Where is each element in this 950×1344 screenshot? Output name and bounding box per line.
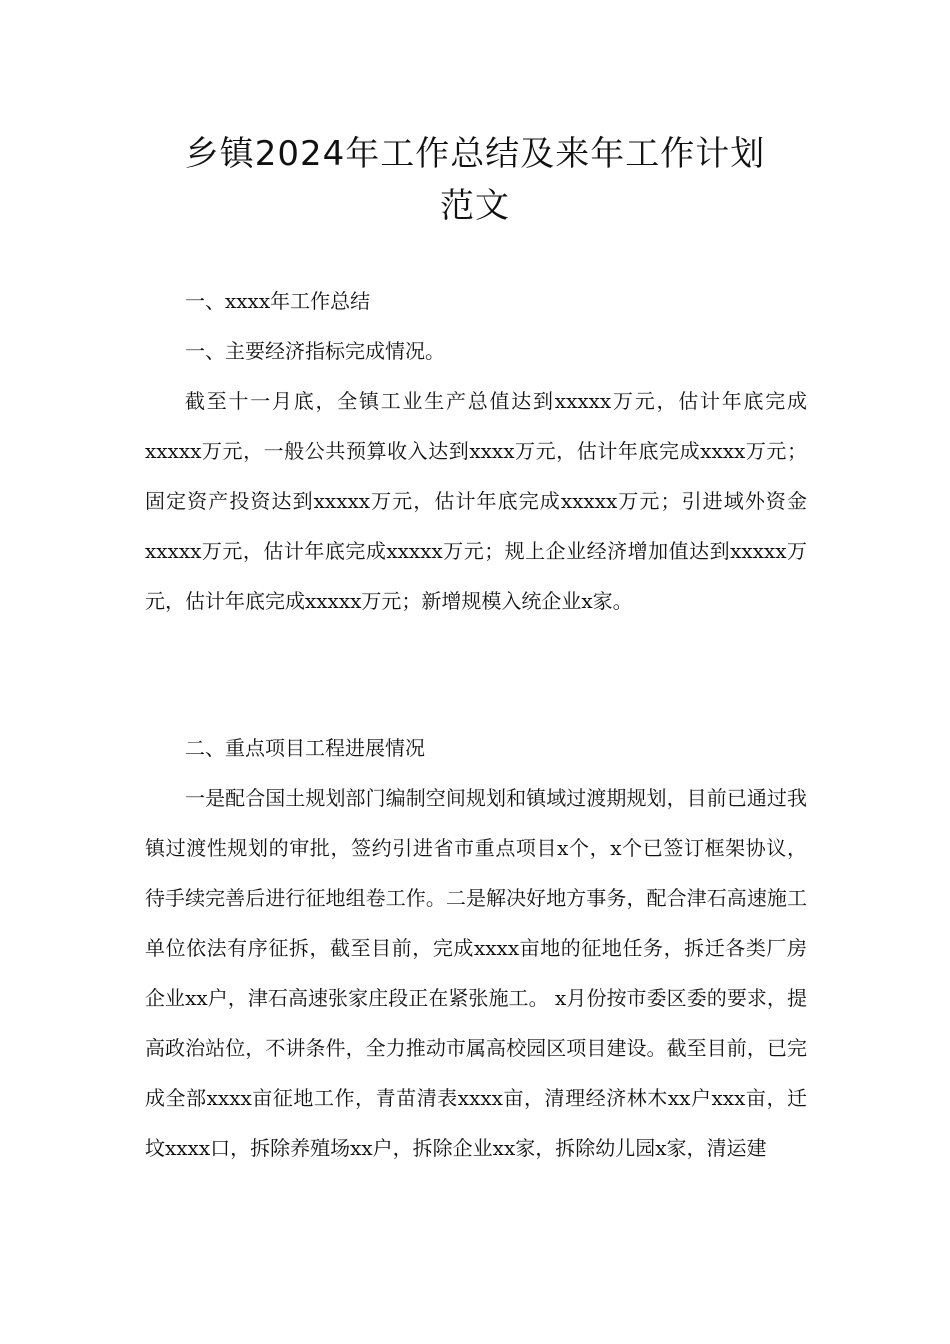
title-line-1: 乡镇2024年工作总结及来年工作计划 (184, 134, 766, 174)
subsection-heading-1: 一、主要经济指标完成情况。 (185, 339, 445, 363)
paragraph-key-projects: 一是配合国土规划部门编制空间规划和镇域过渡期规划，目前已通过我镇过渡性规划的审批，签约引进省市重点项目x个，x个已签订框架协议，待手续完善后进行征地组卷工作。二是解决好地方事务，配合津石高速施工单位依法有序征拆，截至目前，完成xxxx亩地的征地任务，拆迁各类厂房企业xx户，津石高速张家庄段正在紧张施工。 x月份按市委区委的要求，提高政治站位，不讲条件，全力推动市属高校园区项目建设。截至目前，已完成全部xxxx亩征地工作，青苗清表xxxx亩，清理经济林木xx户xxx亩，迁坟xxxx口，拆除养殖场xx户，拆除企业xx家，拆除幼儿园x家，清运建 (145, 786, 807, 1160)
title-line-2: 范文 (440, 186, 510, 226)
document-body-2 (145, 723, 807, 1173)
subsection-heading-2: 二、重点项目工程进展情况 (185, 736, 425, 760)
section-heading: 一、xxxx年工作总结 (185, 289, 371, 313)
document-body (145, 276, 807, 626)
document-title (150, 128, 800, 232)
paragraph-economic-indicators: 截至十一月底，全镇工业生产总值达到xxxxx万元，估计年底完成xxxxx万元，一般公共预算收入达到xxxx万元，估计年底完成xxxx万元；固定资产投资达到xxxxx万元，估计年底完成xxxxx万元；引进域外资金xxxxx万元，估计年底完成xxxxx万元；规上企业经济增加值达到xxxxx万元，估计年底完成xxxxx万元；新增规模入统企业x家。 (145, 389, 807, 613)
